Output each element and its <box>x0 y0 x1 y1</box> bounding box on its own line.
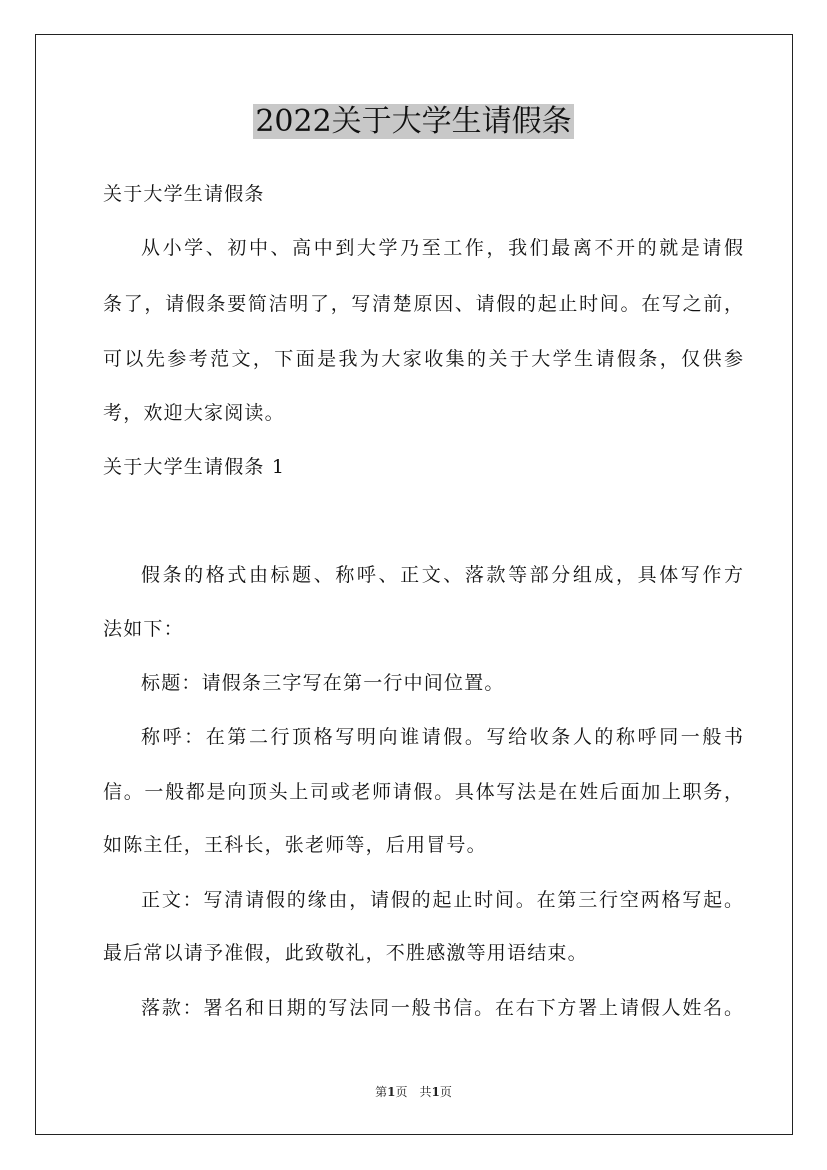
salutation-rule-line-2: 信。一般都是向顶头上司或老师请假。具体写法是在姓后面加上职务， <box>103 781 743 803</box>
page-current: 1 <box>387 1085 396 1099</box>
format-intro-line-1: 假条的格式由标题、称呼、正文、落款等部分组成，具体写作方 <box>141 564 743 586</box>
format-intro-line-2: 法如下： <box>103 618 184 640</box>
body-rule-line-1: 正文：写清请假的缘由，请假的起止时间。在第三行空两格写起。 <box>141 889 743 911</box>
intro-line-1: 从小学、初中、高中到大学乃至工作，我们最离不开的就是请假 <box>141 237 743 259</box>
document-title: 2022关于大学生请假条 <box>255 104 572 139</box>
intro-line-4: 考，欢迎大家阅读。 <box>103 402 285 424</box>
intro-line-3: 可以先参考范文，下面是我为大家收集的关于大学生请假条，仅供参 <box>103 348 743 370</box>
document-subtitle: 关于大学生请假条 <box>103 183 265 205</box>
body-rule-line-2: 最后常以请予准假，此致敬礼，不胜感激等用语结束。 <box>103 942 588 964</box>
title-rule: 标题：请假条三字写在第一行中间位置。 <box>141 672 505 694</box>
salutation-rule-line-1: 称呼：在第二行顶格写明向谁请假。写给收条人的称呼同一般书 <box>141 726 743 748</box>
page-footer: 第1页 共1页 <box>375 1085 452 1099</box>
intro-line-2: 条了，请假条要简洁明了，写清楚原因、请假的起止时间。在写之前， <box>103 293 743 315</box>
signature-rule: 落款：署名和日期的写法同一般书信。在右下方署上请假人姓名。 <box>141 997 743 1019</box>
salutation-rule-line-3: 如陈主任，王科长，张老师等，后用冒号。 <box>103 834 487 856</box>
page-total: 1 <box>431 1085 440 1099</box>
section-heading: 关于大学生请假条 1 <box>103 456 286 478</box>
